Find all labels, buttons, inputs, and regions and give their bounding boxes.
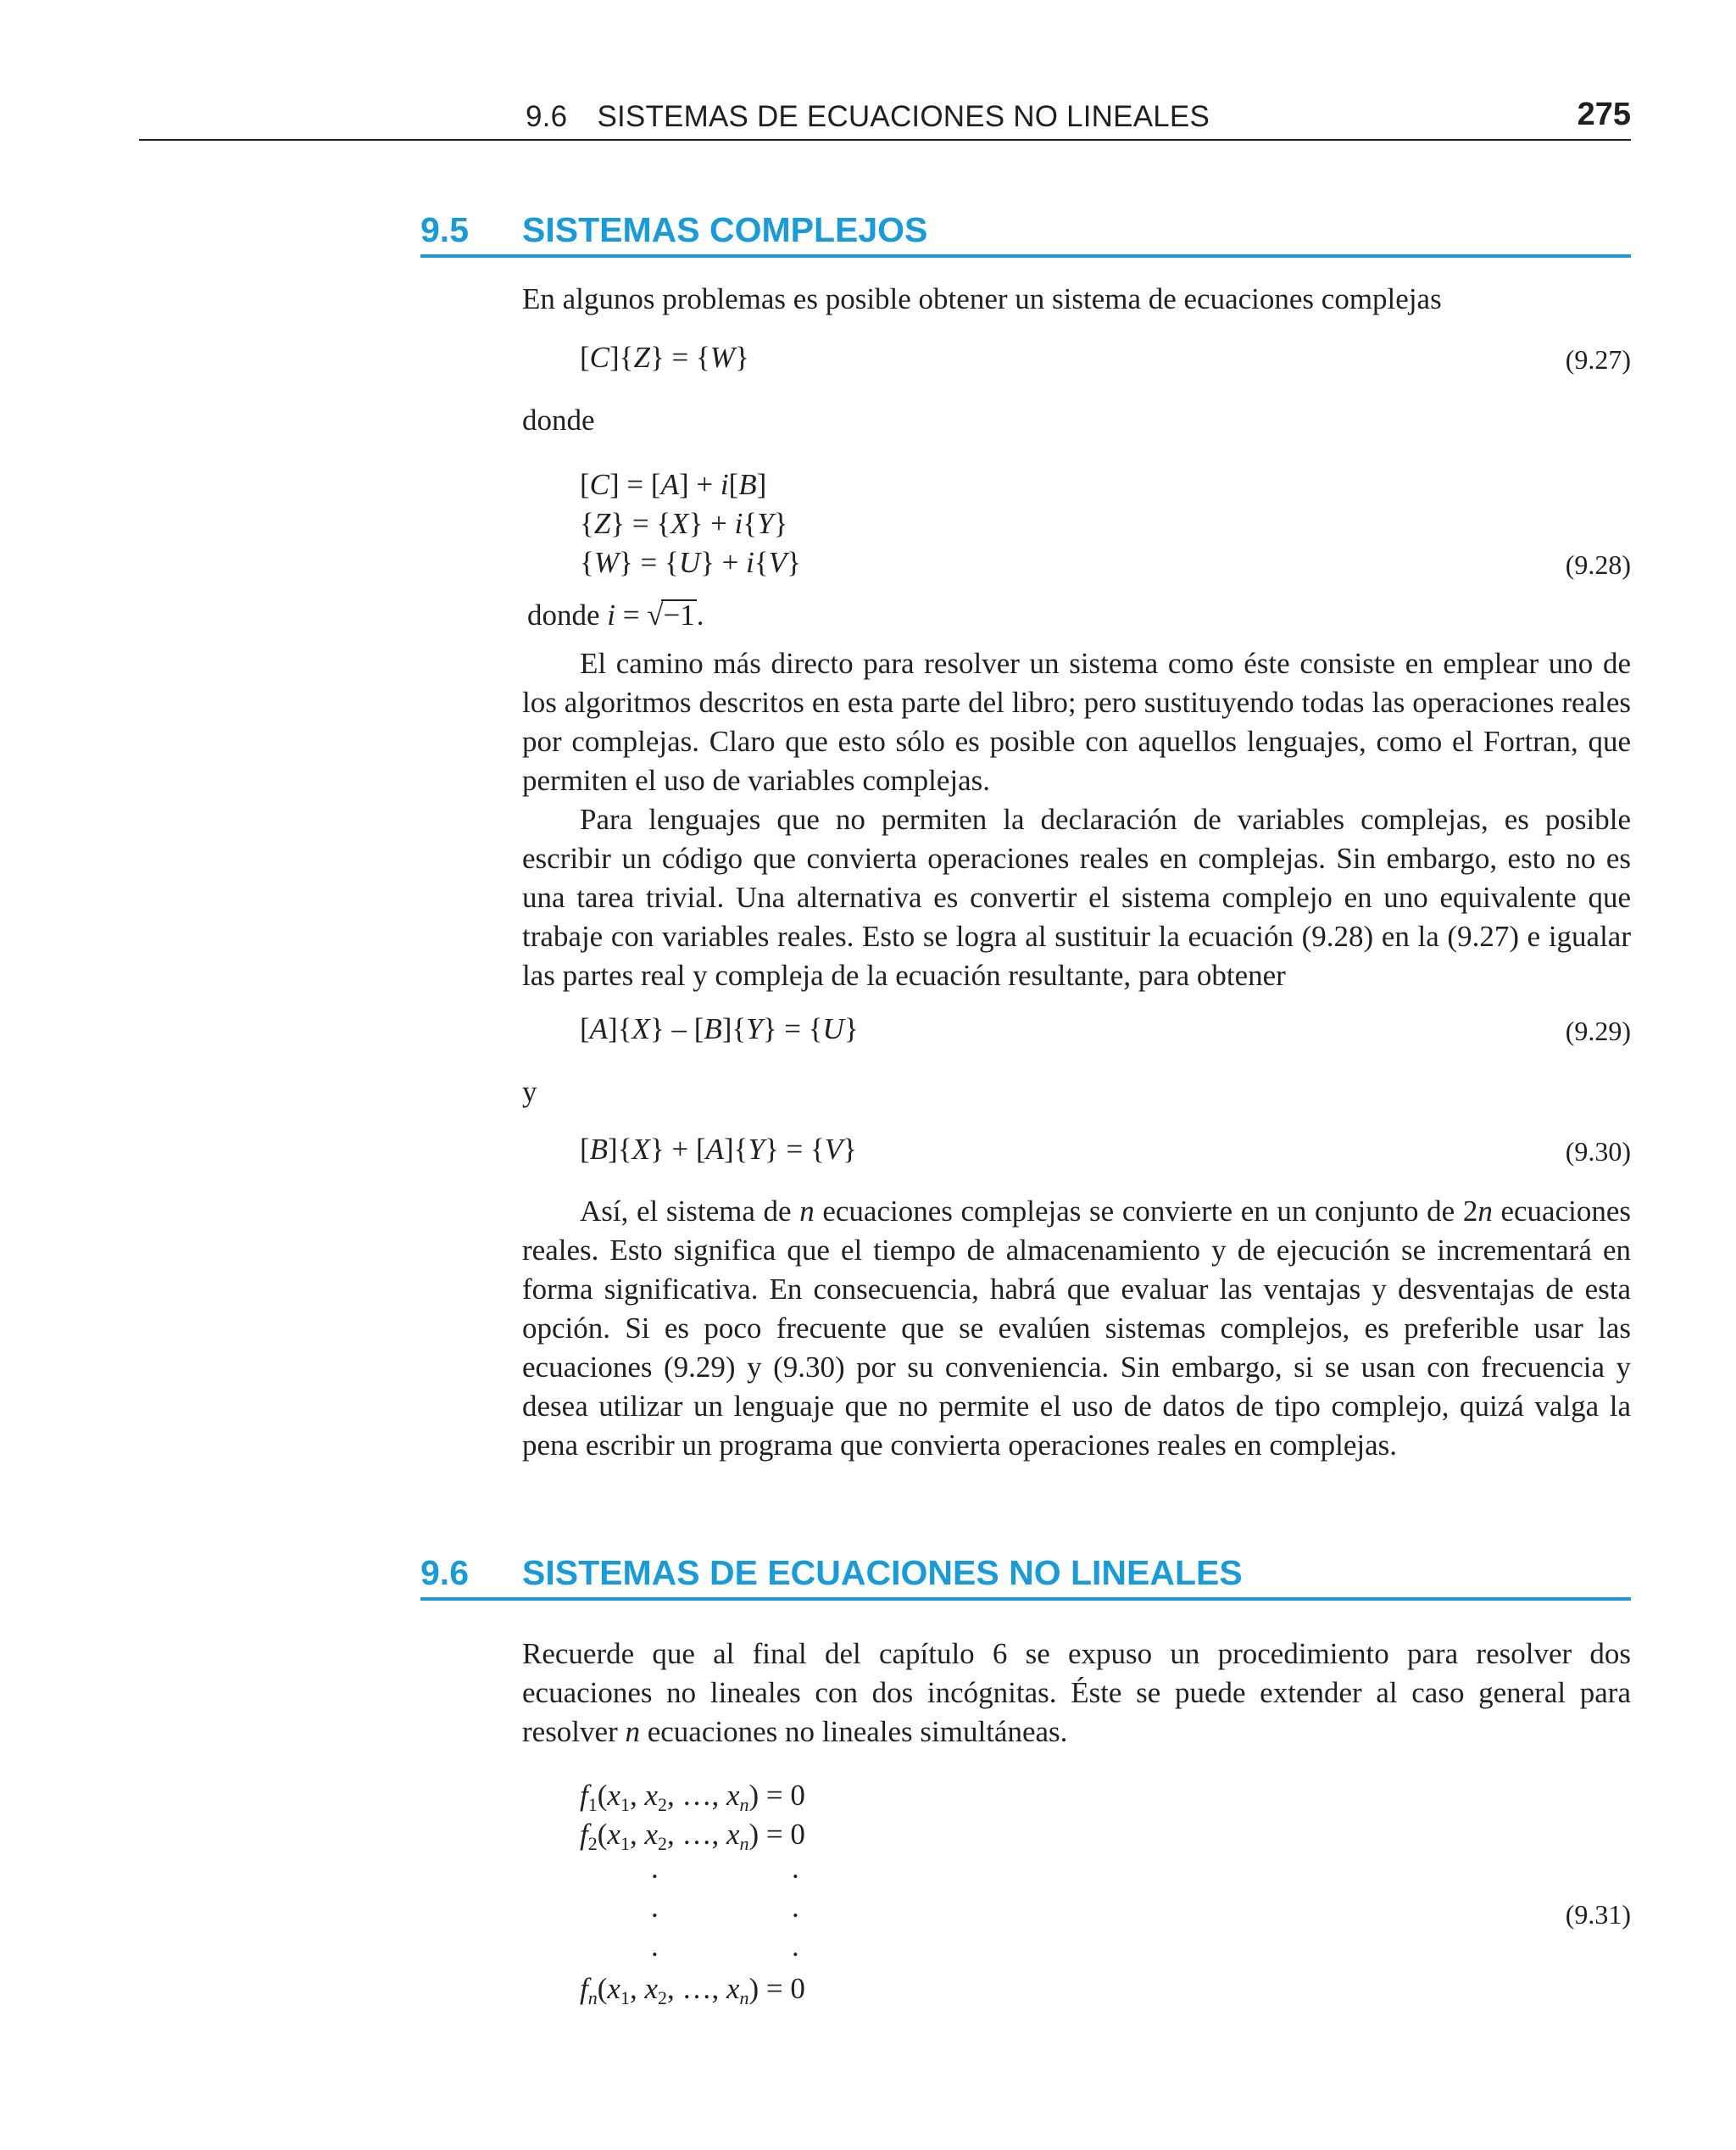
section-title: SISTEMAS DE ECUACIONES NO LINEALES xyxy=(522,1553,1243,1592)
paragraph-block-1 xyxy=(522,644,1631,995)
ellipsis-dot: . xyxy=(651,1891,659,1924)
donde-prefix: donde xyxy=(527,599,600,632)
paragraph-3-part-a: Así, el sistema de xyxy=(580,1195,792,1228)
equation-9-28-line-3: {W} = {U} + i{V} xyxy=(580,546,801,579)
equation-9-31-line-1: $f_1(x_1$, $x_2$, …, $x_n) = 0$ xyxy=(580,1779,805,1815)
equation-label-9-27: (9.27) xyxy=(1565,344,1631,375)
equation-9-31-line-n: $f_n(x_1$, $x_2$, …, $x_n) = 0$ xyxy=(580,1972,805,2008)
paragraph-1: El camino más directo para resolver un sistema como éste consiste en emplear uno de los algoritmos descritos en esta parte del libro; pero sustituyendo todas las operaciones reales por complejas. Claro que esto sólo es posible con aquellos lenguajes, como el Fortran, que permiten el uso de variables complejas. xyxy=(522,647,1631,797)
section-9-6-paragraph-part-b: ecuaciones no lineales simultáneas. xyxy=(647,1715,1068,1748)
equation-label-9-30: (9.30) xyxy=(1565,1136,1631,1167)
donde-text: donde xyxy=(522,404,595,437)
section-number: 9.5 xyxy=(420,210,469,249)
section-9-6-paragraph-part-a: Recuerde que al final del capítulo 6 se expuso un procedimiento para resolver dos ecuaciones no lineales con dos incógnitas. Éste se puede extender al caso general para resolver xyxy=(522,1637,1631,1748)
running-head-title: 9.6 SISTEMAS DE ECUACIONES NO LINEALES xyxy=(526,100,1210,133)
section-number: 9.6 xyxy=(420,1553,469,1592)
paragraph-3-part-b: ecuaciones complejas se convierte en un conjunto de 2 xyxy=(822,1195,1478,1228)
equation-9-29: [A]{X} – [B]{Y} = {U} xyxy=(580,1012,859,1045)
page-number: 275 xyxy=(1577,97,1631,132)
paragraph-3-part-c: ecuaciones reales. Esto significa que el tiempo de almacenamiento y de ejecución se incrementará en forma significativa. En consecuencia, habrá que evaluar las ventajas y desventajas de esta opción. Si es poco frecuente que se evalúen sistemas complejos, es preferible usar las ecuaciones (9.29) y (9.30) por su conveniencia. Sin embargo, si se usan con frecuencia y desea utilizar un lenguaje que no permite el uso de datos de tipo complejo, quizá valga la pena escribir un programa que convierta operaciones reales en complejas. xyxy=(522,1195,1631,1462)
paragraph-2: Para lenguajes que no permiten la declaración de variables complejas, es posible escribir un código que convierta operaciones reales en complejas. Sin embargo, esto no es una tarea trivial. Una alternativa es convertir el sistema complejo en uno equivalente que trabaje con variables reales. Esto se logra al sustituir la ecuación (9.28) en la (9.27) e igualar las partes real y compleja de la ecuación resultante, para obtener xyxy=(522,803,1631,992)
ellipsis-dot: . xyxy=(651,1930,659,1963)
equation-9-30: [B]{X} + [A]{Y} = {V} xyxy=(580,1133,857,1166)
section-heading-9-5 xyxy=(420,210,1631,258)
ellipsis-dot: . xyxy=(651,1852,659,1885)
equation-9-28-line-2: {Z} = {X} + i{Y} xyxy=(580,507,788,540)
paragraph-3: Así, el sistema de n ecuaciones complejas se convierte en un conjunto de 2n ecuaciones reales. Esto significa que el tiempo de almacenamiento y de ejecución se incrementará en forma significativa. En consecuencia, habrá que evaluar las ventajas y desventajas de esta opción. Si es poco frecuente que se evalúen sistemas complejos, es preferible usar las ecuaciones (9.29) y (9.30) por su conveniencia. Sin embargo, si se usan con frecuencia y desea utilizar un lenguaje que no permite el uso de datos de tipo complejo, quizá valga la pena escribir un programa que convierta operaciones reales en complejas. xyxy=(522,1195,1631,1462)
section-9-6-paragraph: Recuerde que al final del capítulo 6 se expuso un procedimiento para resolver dos ecuaciones no lineales con dos incógnitas. Éste se puede extender al caso general para resolver n ecuaciones no lineales simultáneas. xyxy=(522,1637,1631,1748)
ellipsis-dot: . xyxy=(792,1852,799,1885)
section-title: SISTEMAS COMPLEJOS xyxy=(522,210,928,249)
equation-label-9-29: (9.29) xyxy=(1565,1016,1631,1046)
running-head xyxy=(139,92,1631,141)
equation-9-28-line-1: [C] = [A] + i[B] xyxy=(580,468,767,501)
section-heading-9-6 xyxy=(420,1553,1631,1601)
ellipsis-dot: . xyxy=(792,1930,799,1963)
equation-label-9-31: (9.31) xyxy=(1565,1899,1631,1930)
equation-9-27: [C]{Z} = {W} xyxy=(580,341,749,374)
ellipsis-dot: . xyxy=(792,1891,799,1924)
donde-i-definition: donde i = √−1. xyxy=(527,599,704,632)
intro-text: En algunos problemas es posible obtener un sistema de ecuaciones complejas xyxy=(522,282,1442,315)
equation-label-9-28: (9.28) xyxy=(1565,549,1631,580)
y-text: y xyxy=(522,1075,537,1108)
equation-9-31-line-2: $f_2(x_1$, $x_2$, …, $x_n) = 0$ xyxy=(580,1818,805,1854)
intro-paragraph xyxy=(522,280,1631,319)
